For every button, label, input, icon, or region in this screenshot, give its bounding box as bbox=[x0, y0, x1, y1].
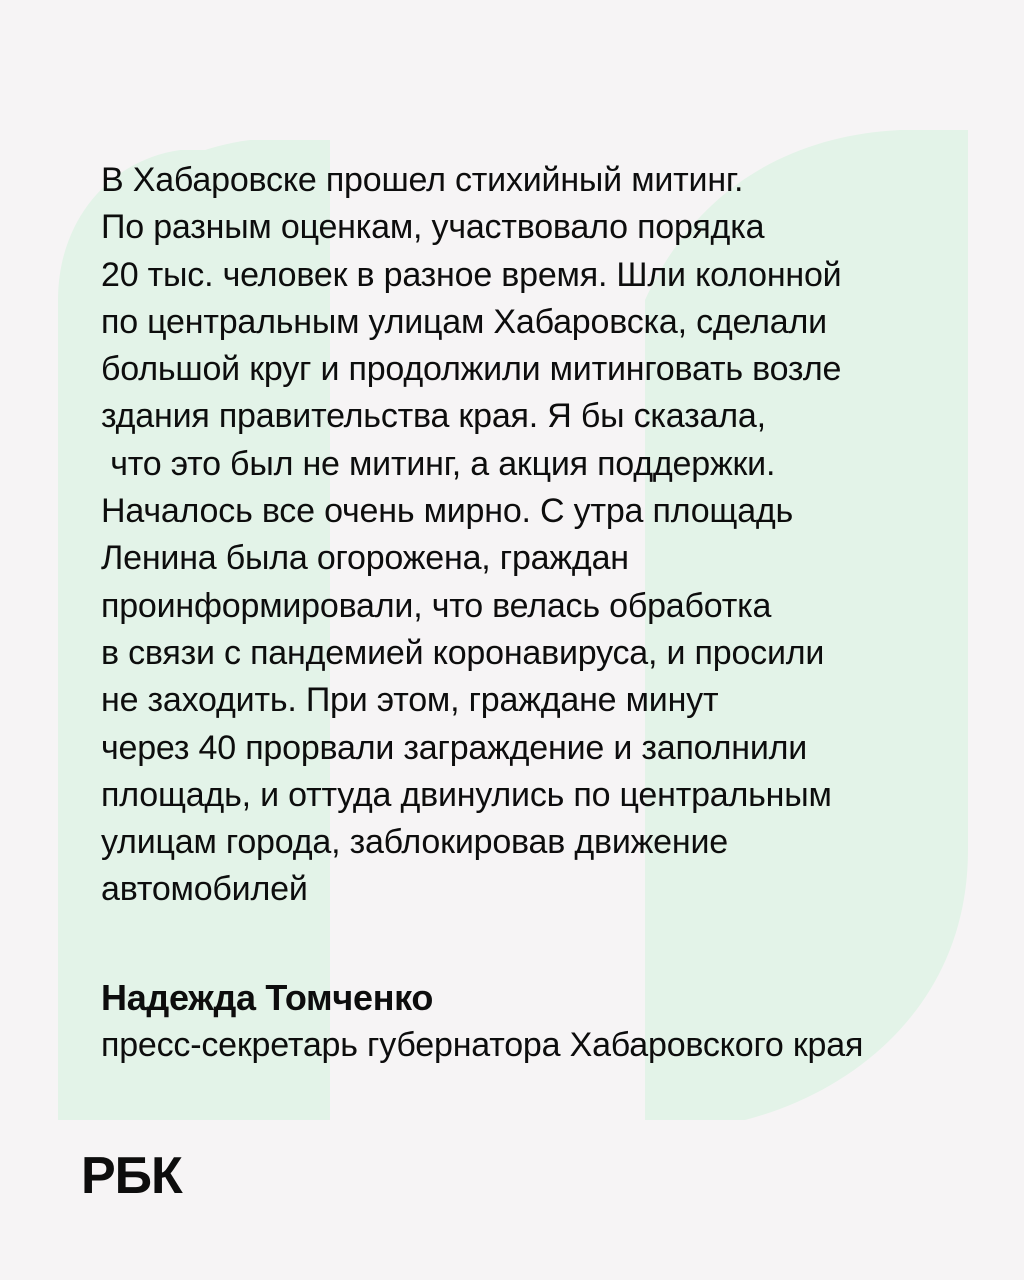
author-name: Надежда Томченко bbox=[101, 977, 434, 1018]
quote-line: 20 тыс. человек в разное время. Шли колонной bbox=[101, 255, 842, 294]
quote-line: В Хабаровске прошел стихийный митинг. bbox=[101, 161, 744, 199]
quote-line: что это был не митинг, а акция поддержки. bbox=[101, 444, 776, 483]
quote-line: не заходить. При этом, граждане минут bbox=[101, 681, 719, 720]
quote-line: большой круг и продолжили митинговать возле bbox=[101, 350, 842, 389]
author-role: пресс-секретарь губернатора Хабаровского края bbox=[101, 1026, 864, 1064]
quote-line: По разным оценкам, участвовало порядка bbox=[101, 208, 765, 247]
quote-line: через 40 прорвали заграждение и заполнили bbox=[101, 728, 808, 767]
quote-line: в связи с пандемией коронавируса, и просили bbox=[101, 633, 825, 672]
quote-line: здания правительства края. Я бы сказала, bbox=[101, 397, 766, 436]
quote-line: по центральным улицам Хабаровска, сделали bbox=[101, 302, 827, 341]
quote-line: площадь, и оттуда двинулись по центральным bbox=[101, 775, 832, 814]
quote-line: автомобилей bbox=[101, 870, 308, 909]
quote-line: проинформировали, что велась обработка bbox=[101, 586, 772, 625]
quote-line: Ленина была огорожена, граждан bbox=[101, 539, 629, 578]
quote-line: Началось все очень мирно. С утра площадь bbox=[101, 492, 794, 531]
quote-text bbox=[101, 157, 981, 914]
brand-logo: РБК bbox=[81, 1147, 182, 1205]
quote-line: улицам города, заблокировав движение bbox=[101, 823, 728, 862]
